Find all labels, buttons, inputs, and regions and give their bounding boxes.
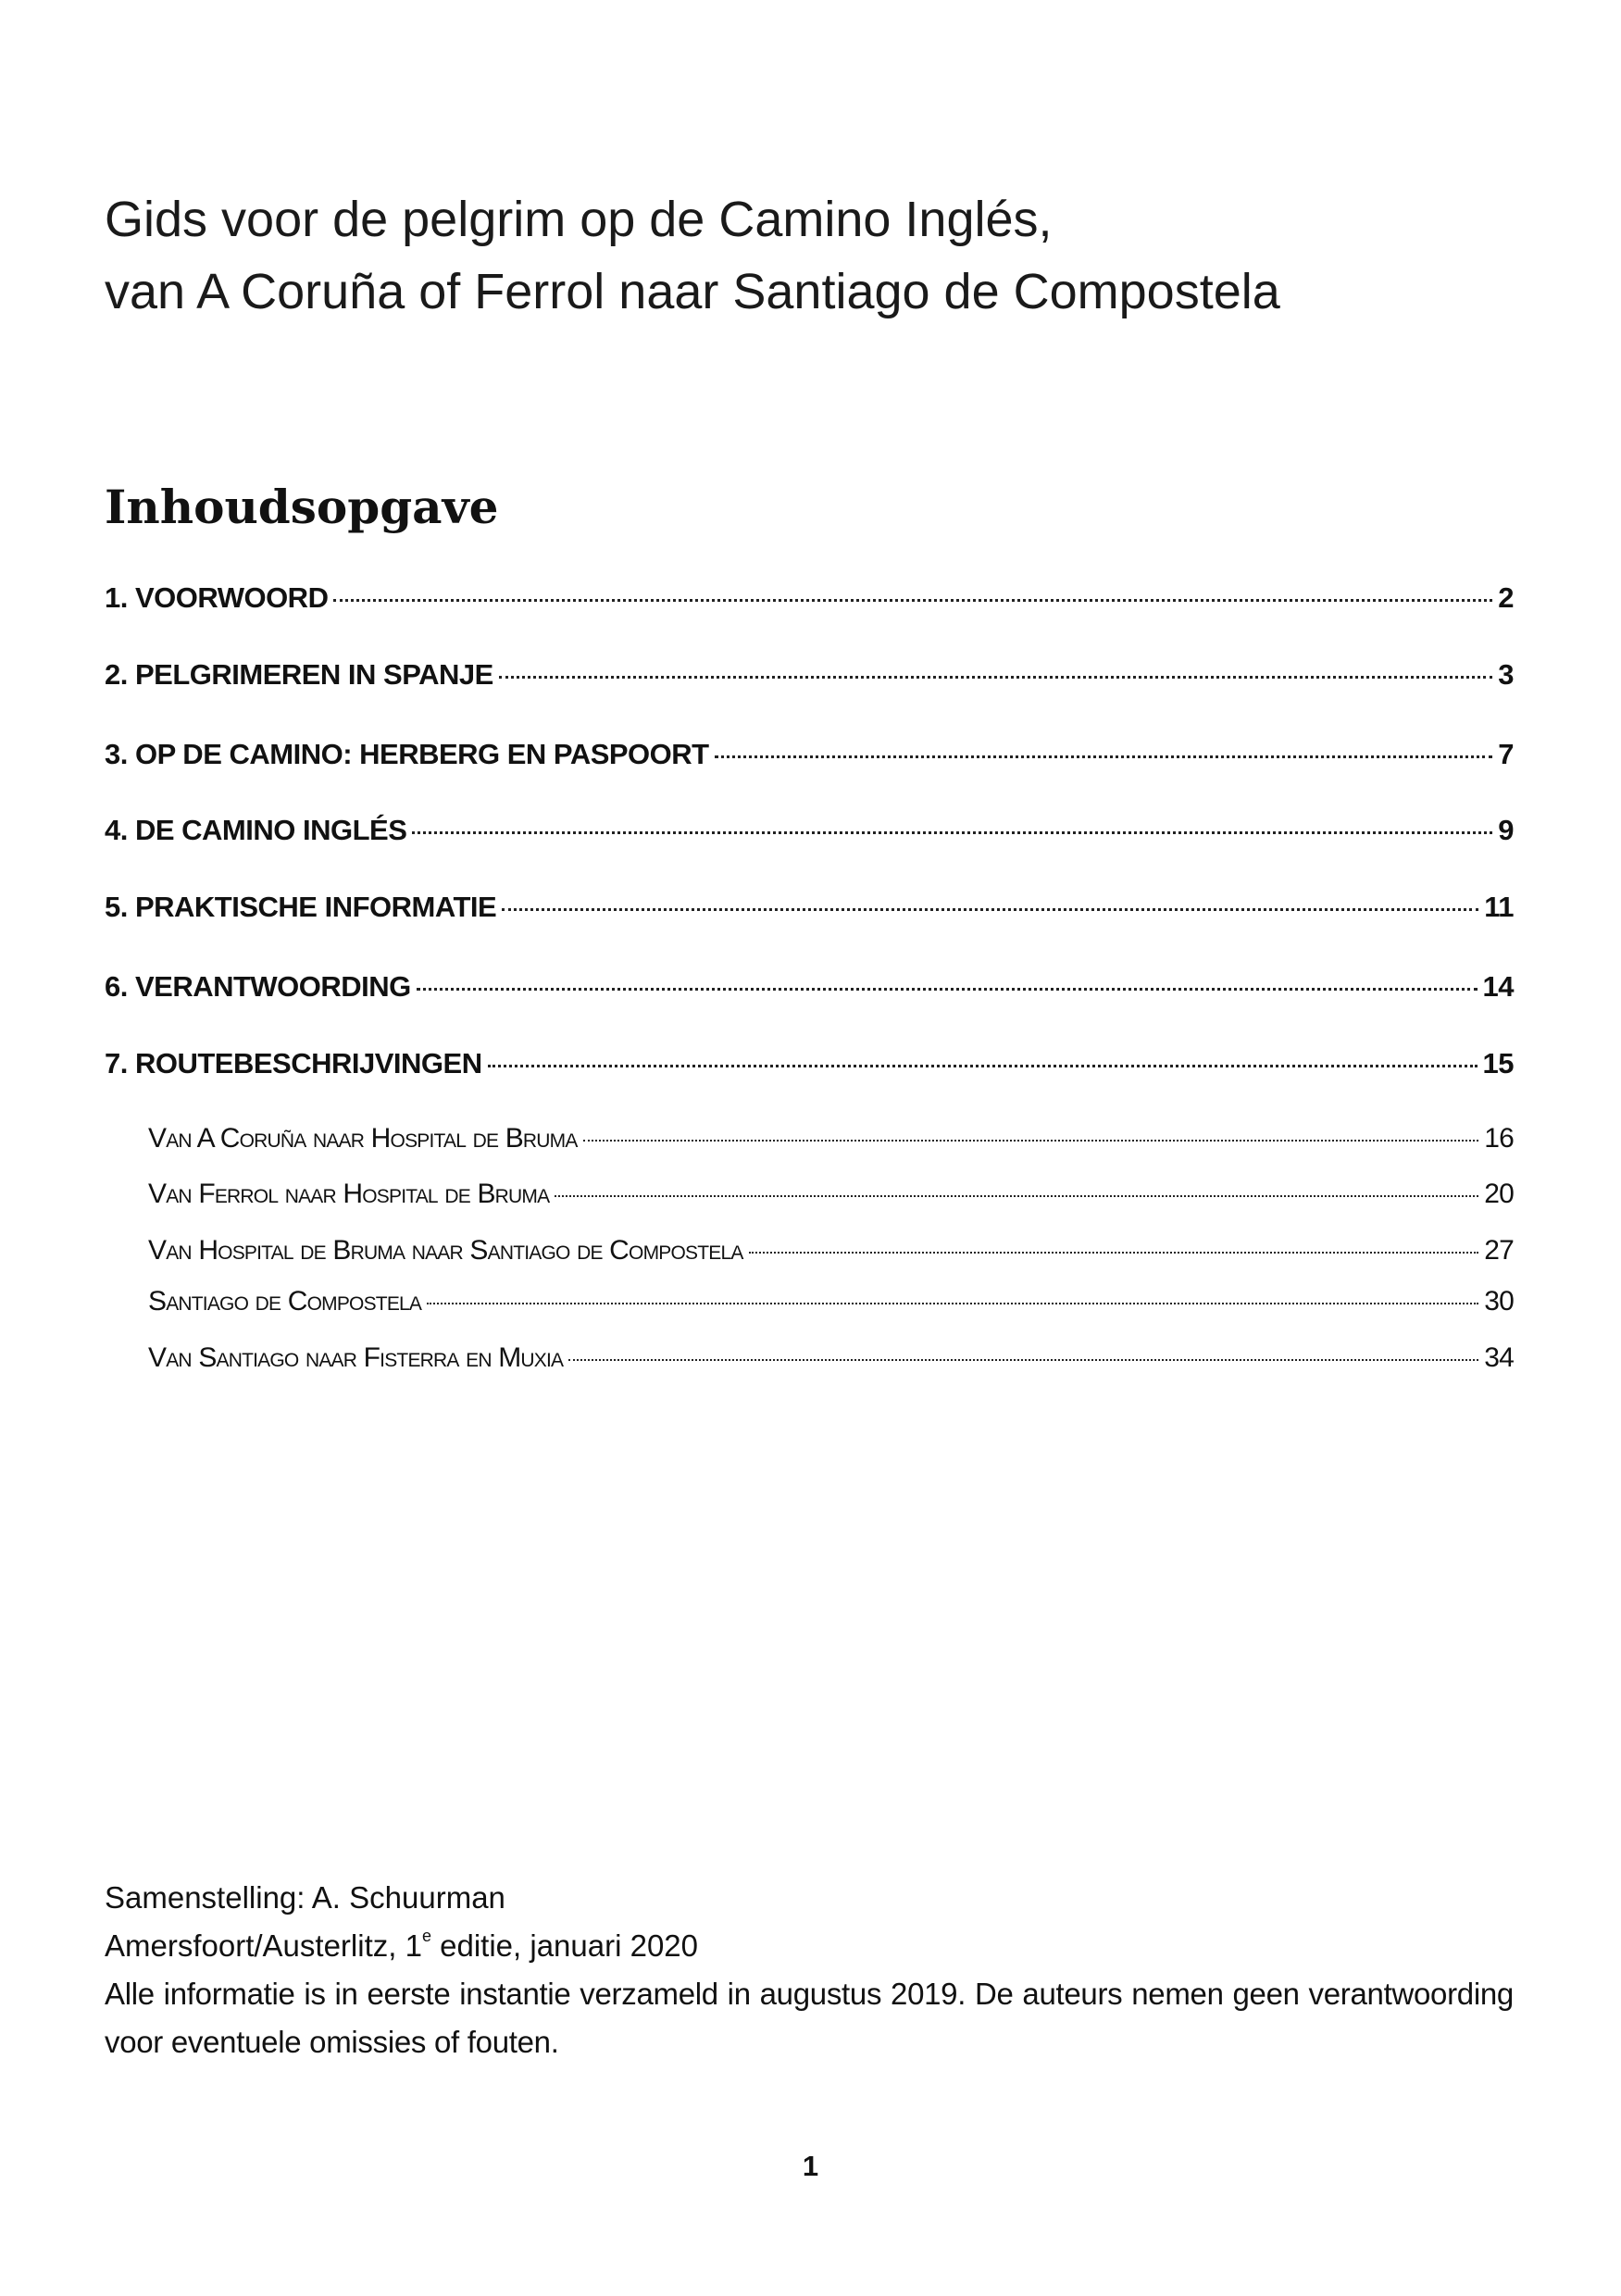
edition-superscript: e xyxy=(421,1927,431,1945)
toc-subentry[interactable] xyxy=(148,1123,1514,1154)
toc-entry[interactable] xyxy=(105,891,1514,924)
toc-subentry-label: Van A Coruña naar Hospital de Bruma xyxy=(148,1123,578,1154)
toc-leader-dots xyxy=(427,1303,1478,1304)
colophon xyxy=(105,1874,1514,2066)
toc-subentry-label: Van Hospital de Bruma naar Santiago de Compostela xyxy=(148,1235,743,1266)
toc-entry-label: 4. DE CAMINO INGLÉS xyxy=(105,814,407,846)
toc-entry[interactable] xyxy=(105,581,1514,615)
toc-subentry-label: Van Ferrol naar Hospital de Bruma xyxy=(148,1179,550,1209)
edition-prefix: Amersfoort/Austerlitz, 1 xyxy=(105,1928,422,1963)
document-title xyxy=(105,183,1530,328)
toc-entry-label: 7. ROUTEBESCHRIJVINGEN xyxy=(105,1047,482,1079)
toc-leader-dots xyxy=(715,755,1493,758)
toc-entry-page: 15 xyxy=(1482,1047,1514,1079)
toc-leader-dots xyxy=(749,1252,1479,1254)
toc-entry[interactable] xyxy=(105,738,1514,771)
toc-entry-label: 3. OP DE CAMINO: HERBERG EN PASPOORT xyxy=(105,738,709,770)
toc-leader-dots xyxy=(412,831,1492,834)
toc-entry-page: 9 xyxy=(1498,814,1514,846)
toc-entry-page: 2 xyxy=(1498,581,1514,614)
compiler-line: Samenstelling: A. Schuurman xyxy=(105,1880,505,1915)
toc-entry-page: 3 xyxy=(1498,658,1514,691)
toc-subentry[interactable] xyxy=(148,1179,1514,1210)
toc-leader-dots xyxy=(499,676,1492,679)
page-number: 1 xyxy=(802,2150,819,2182)
toc-entry-label: 6. VERANTWOORDING xyxy=(105,970,411,1003)
toc-subentry-page: 34 xyxy=(1484,1342,1514,1373)
toc-subentry-label: Santiago de Compostela xyxy=(148,1286,422,1316)
toc-entry-page: 11 xyxy=(1484,891,1514,923)
toc-heading: Inhoudsopgave xyxy=(105,480,499,534)
toc-subentry-page: 16 xyxy=(1484,1123,1514,1154)
toc-subentry-page: 20 xyxy=(1484,1179,1514,1209)
toc-leader-dots xyxy=(488,1065,1478,1067)
edition-line xyxy=(105,1922,1514,1970)
toc-subentry[interactable] xyxy=(148,1342,1514,1374)
toc-subentry-page: 30 xyxy=(1484,1286,1514,1316)
toc-entry[interactable] xyxy=(105,658,1514,692)
toc-leader-dots xyxy=(502,908,1478,911)
toc-entry-label: 2. PELGRIMEREN IN SPANJE xyxy=(105,658,493,691)
toc-entry-page: 7 xyxy=(1498,738,1514,770)
toc-entry-label: 5. PRAKTISCHE INFORMATIE xyxy=(105,891,497,923)
toc-entry[interactable] xyxy=(105,1047,1514,1080)
toc-subentry[interactable] xyxy=(148,1235,1514,1267)
title-line-1: Gids voor de pelgrim op de Camino Inglés, xyxy=(105,192,1053,247)
toc-subentry[interactable] xyxy=(148,1286,1514,1317)
toc-entry[interactable] xyxy=(105,814,1514,847)
toc-subentry-label: Van Santiago naar Fisterra en Muxia xyxy=(148,1342,564,1373)
title-line-2: van A Coruña of Ferrol naar Santiago de Compostela xyxy=(105,264,1280,319)
toc-entry-label: 1. VOORWOORD xyxy=(105,581,329,614)
toc-leader-dots xyxy=(568,1359,1478,1361)
toc-leader-dots xyxy=(333,599,1492,602)
toc-leader-dots xyxy=(417,988,1478,991)
edition-suffix: editie, januari 2020 xyxy=(430,1928,699,1963)
toc-subentry-page: 27 xyxy=(1484,1235,1514,1266)
disclaimer-text: Alle informatie is in eerste instantie verzameld in augustus 2019. De auteurs nemen geen verantwoording voor eventuele omissies of fouten. xyxy=(105,1977,1514,2059)
toc-entry[interactable] xyxy=(105,970,1514,1004)
toc-entry-page: 14 xyxy=(1482,970,1514,1003)
toc-leader-dots xyxy=(555,1195,1478,1197)
toc-leader-dots xyxy=(583,1140,1479,1142)
